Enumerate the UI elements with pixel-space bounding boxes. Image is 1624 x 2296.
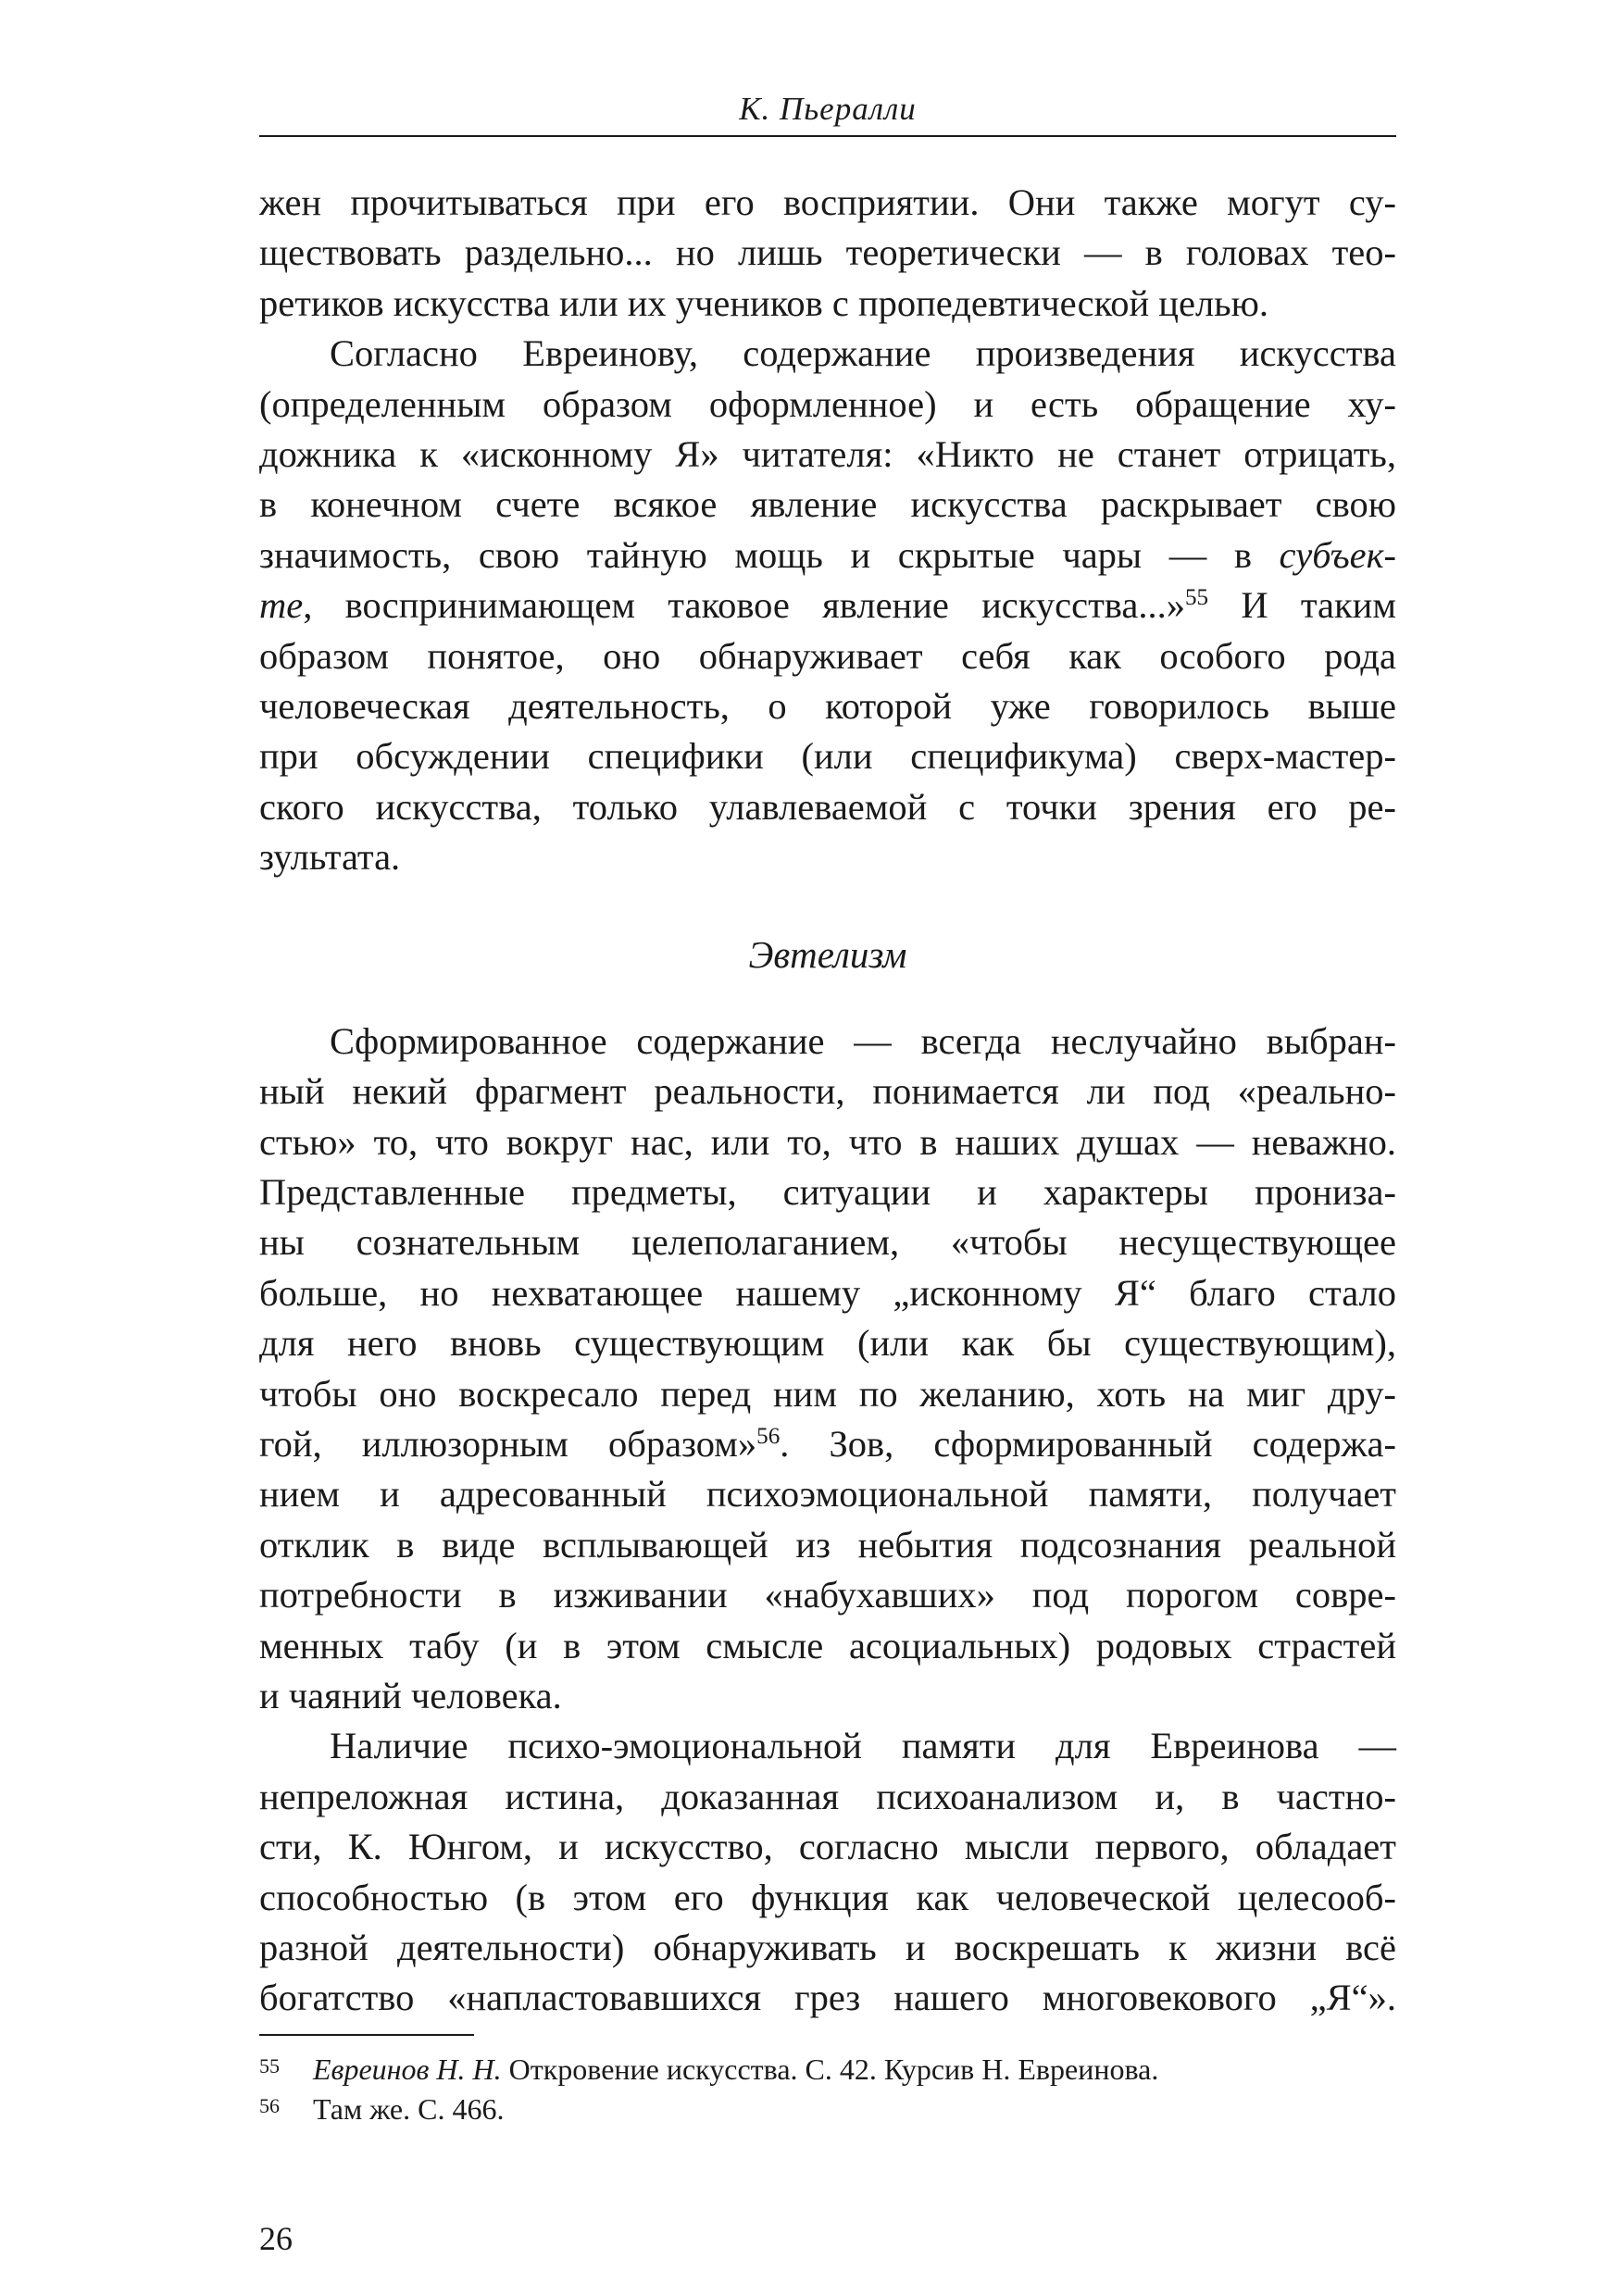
footnote-rule <box>259 2034 474 2036</box>
text-line: ществовать раздельно... но лишь теоретически — в головах тео- <box>259 231 1396 274</box>
section-heading: Эвтелизм <box>748 932 907 976</box>
text-line: непреложная истина, доказанная психоанализом и, в частно- <box>259 1775 1396 1817</box>
text-line: ского искусства, только улавлеваемой с точки зрения его ре- <box>259 785 1396 828</box>
footnotes <box>259 2050 1396 2129</box>
footnote-ref-55[interactable]: 55 <box>1184 585 1209 611</box>
text-line: ный некий фрагмент реальности, понимается ли под «реально- <box>259 1070 1396 1113</box>
text-line: (определенным образом оформленное) и есть обращение ху- <box>259 382 1396 425</box>
text-line: человеческая деятельность, о которой уже говорилось выше <box>259 685 1396 728</box>
text-line: чтобы оно воскресало перед ним по желанию, хоть на миг дру- <box>259 1372 1396 1415</box>
text-line: ны сознательным целеполаганием, «чтобы несуществующее <box>259 1221 1396 1264</box>
text-line: разной деятельности) обнаруживать и воскрешать к жизни всё <box>259 1927 1396 1968</box>
body-text <box>259 178 1396 2024</box>
text-line: при обсуждении специфики (или спецификума) сверх-мастер- <box>259 735 1396 778</box>
footnote-text: Там же. С. 466. <box>313 2092 505 2126</box>
text-line <box>259 530 1396 580</box>
paragraph-1 <box>259 178 1396 329</box>
running-head: К. Пьералли <box>739 91 917 127</box>
italic-run: те <box>259 584 304 627</box>
text-line: потребности в изживании «набухавших» под порогом совре- <box>259 1574 1396 1616</box>
text-run: . Зов, сформированный содержа- <box>780 1422 1397 1465</box>
text-line: нием и адресованный психоэмоциональной памяти, получает <box>259 1473 1396 1516</box>
text-line <box>259 580 1396 630</box>
footnote-56 <box>259 2090 1396 2129</box>
paragraph-3 <box>259 1017 1396 1722</box>
footnote-55 <box>259 2050 1396 2090</box>
header-rule <box>259 135 1396 137</box>
text-line: Представленные предметы, ситуации и характеры прониза- <box>259 1170 1396 1213</box>
italic-run: субъек- <box>1279 533 1396 576</box>
text-run: гой, иллюзорным образом» <box>259 1422 757 1465</box>
footnote-ref-56[interactable]: 56 <box>756 1424 781 1450</box>
paragraph-4 <box>259 1721 1396 2023</box>
text-line: Согласно Евреинову, содержание произведения искусства <box>330 332 1396 375</box>
footnote-number: 55 <box>259 2054 280 2078</box>
footnote-text: Откровение искусства. С. 42. Курсив Н. Евреинова. <box>501 2053 1159 2086</box>
text-line: сти, К. Юнгом, и искусство, согласно мысли первого, обладает <box>259 1826 1396 1868</box>
text-line: ретиков искусства или их учеников с пропедевтической целью. <box>259 281 1269 324</box>
paragraph-2 <box>259 329 1396 882</box>
page-number: 26 <box>259 2220 293 2257</box>
text-line: менных табу (и в этом смысле асоциальных) родовых страстей <box>259 1624 1396 1666</box>
text-line: Сформированное содержание — всегда неслучайно выбран- <box>330 1019 1396 1062</box>
text-line <box>259 1419 1396 1469</box>
text-run: значимость, свою тайную мощь и скрытые чары — в <box>259 533 1280 576</box>
text-line: способностью (в этом его функция как человеческой целесооб- <box>259 1876 1396 1918</box>
text-line: для него вновь существующим (или как бы существующим), <box>259 1322 1396 1365</box>
text-run: , воспринимающем таковое явление искусства...» <box>303 584 1185 627</box>
text-line: стью» то, что вокруг нас, или то, что в наших душах — неважно. <box>259 1120 1396 1163</box>
text-line: жен прочитываться при его восприятии. Они также могут су- <box>259 181 1396 223</box>
text-run: И таким <box>1208 584 1396 627</box>
text-line: отклик в виде всплывающей из небытия подсознания реальной <box>259 1523 1396 1566</box>
text-line: образом понятое, оно обнаруживает себя как особого рода <box>259 634 1396 677</box>
text-line: в конечном счете всякое явление искусства раскрывает свою <box>259 483 1396 526</box>
text-line: больше, но нехватающее нашему „исконному Я“ благо стало <box>259 1271 1396 1314</box>
text-line: Наличие психо-эмоциональной памяти для Евреинова — <box>330 1725 1396 1767</box>
footnote-number: 56 <box>259 2094 280 2117</box>
footnote-author: Евреинов Н. Н. <box>313 2053 502 2086</box>
text-line: дожника к «исконному Я» читателя: «Никто не станет отрицать, <box>259 433 1396 476</box>
text-line: богатство «напластовавшихся грез нашего многовекового „Я“». <box>259 1977 1396 2019</box>
book-page <box>259 0 1396 2296</box>
text-line: зультата. <box>259 836 401 879</box>
text-line: и чаяний человека. <box>259 1674 562 1716</box>
